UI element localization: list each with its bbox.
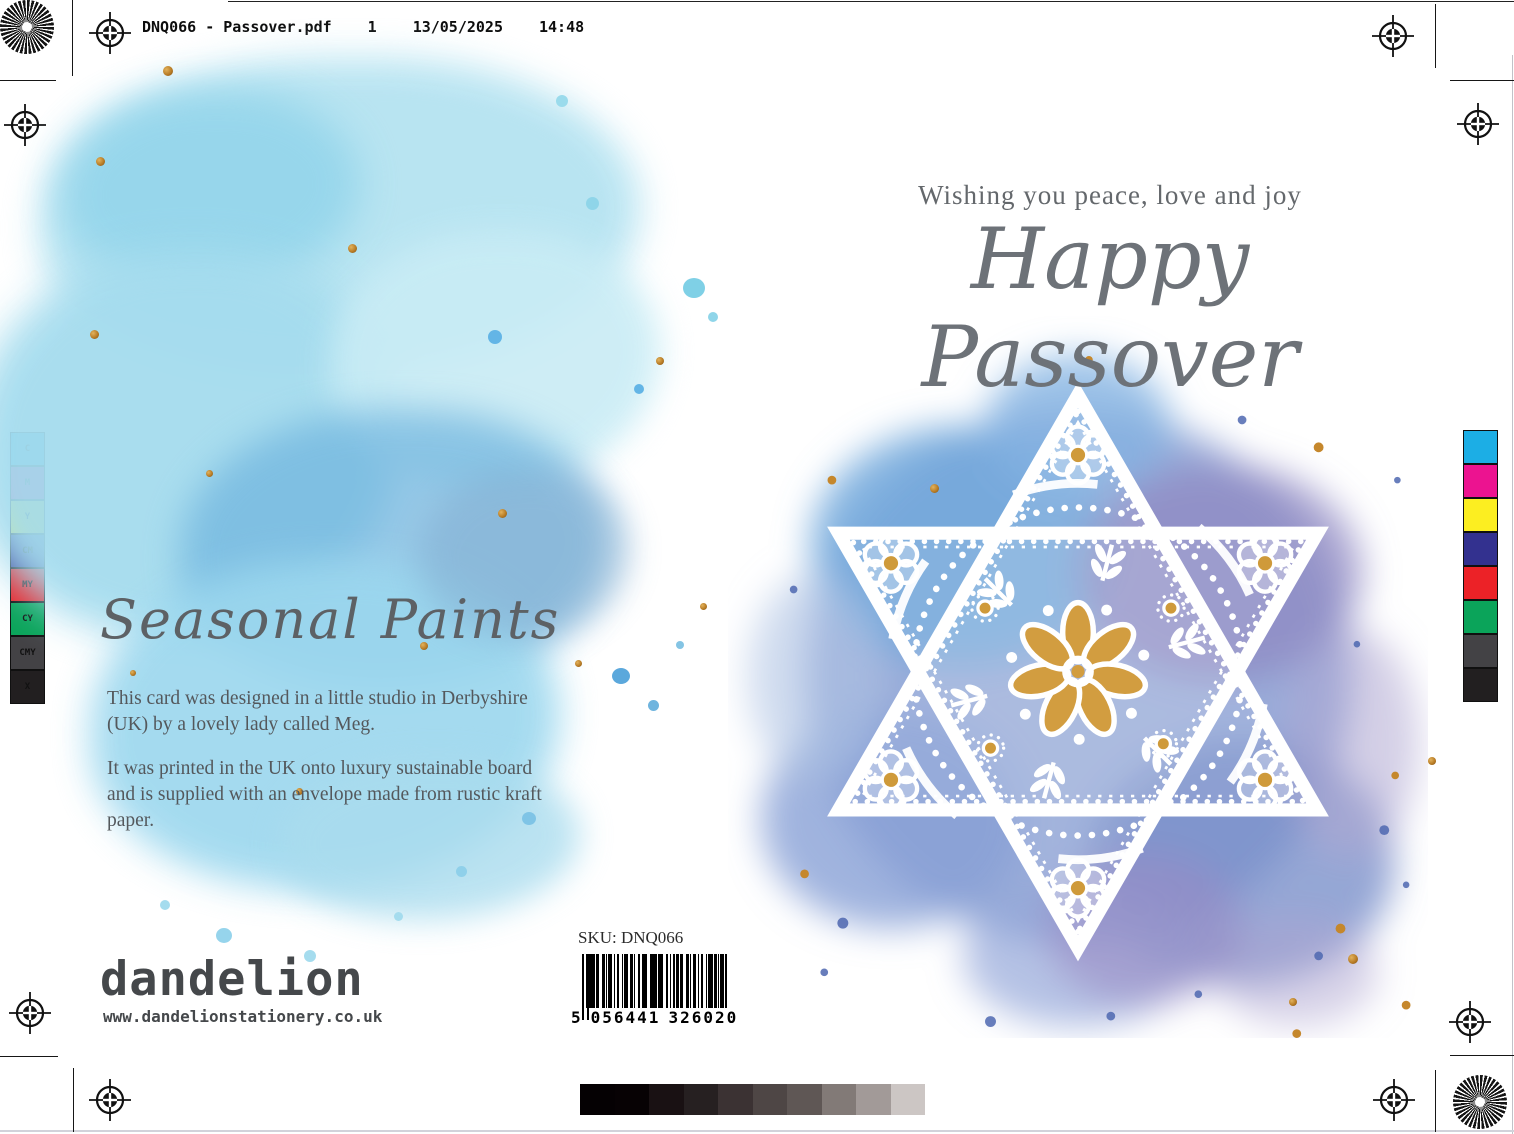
swatch-label: CMY <box>19 648 36 658</box>
gray-swatch <box>615 1084 650 1115</box>
registration-target-icon <box>1371 14 1415 58</box>
color-swatch <box>1463 600 1498 634</box>
gold-speck <box>1348 954 1358 964</box>
color-swatch <box>10 602 45 636</box>
proof-page-number: 1 <box>367 18 377 36</box>
registration-target-icon <box>1372 1078 1416 1122</box>
star-of-david-illustration <box>728 316 1428 1038</box>
proof-header <box>142 18 584 36</box>
gold-speck <box>575 660 582 667</box>
grayscale-control-strip <box>580 1084 925 1115</box>
point-flower <box>1239 535 1291 592</box>
barcode <box>571 952 739 1034</box>
gold-speck <box>1289 998 1297 1006</box>
barcode-digit-lead: 5 <box>571 1008 581 1027</box>
gray-swatch <box>787 1084 822 1115</box>
color-swatch <box>1463 532 1498 566</box>
gold-speck <box>498 509 507 518</box>
gray-swatch <box>718 1084 753 1115</box>
watercolor-droplet <box>634 384 644 394</box>
back-cover-paragraph-2: It was printed in the UK onto luxury sustainable board and is supplied with an envelope made from rustic kraft paper. <box>107 757 542 831</box>
proof-time: 14:48 <box>539 18 585 36</box>
proof-filename: DNQ066 - Passover.pdf <box>142 18 332 36</box>
barcode-bars <box>582 954 726 1008</box>
gold-speck <box>96 157 105 166</box>
registration-target-icon <box>88 1078 132 1122</box>
gray-swatch <box>822 1084 857 1115</box>
watercolor-droplet <box>612 668 630 684</box>
gray-swatch <box>891 1084 926 1115</box>
barcode-digit-group1: 056441 <box>590 1008 661 1027</box>
back-cover-heading: Seasonal Paints <box>100 588 561 651</box>
page-bottom-border <box>0 1130 1514 1132</box>
gold-speck <box>348 244 357 253</box>
gold-speck <box>130 670 136 676</box>
gray-swatch <box>753 1084 788 1115</box>
crop-mark <box>1450 1055 1514 1056</box>
page-right-border <box>1512 55 1513 1134</box>
registration-sunburst-icon <box>1453 1075 1507 1129</box>
gold-speck <box>90 330 99 339</box>
watercolor-droplet <box>456 866 467 877</box>
crop-mark <box>72 0 73 76</box>
color-swatch <box>1463 430 1498 464</box>
crop-mark <box>0 80 56 81</box>
crop-mark <box>1450 80 1514 81</box>
barcode-digit-group2: 326020 <box>668 1008 739 1027</box>
registration-target-icon <box>1448 1000 1492 1044</box>
color-swatch <box>1463 566 1498 600</box>
watercolor-droplet <box>394 912 403 921</box>
gold-speck <box>700 603 707 610</box>
registration-target-icon <box>1456 102 1500 146</box>
brand-logo: dandelion <box>100 952 364 1007</box>
gold-speck <box>163 66 173 76</box>
color-swatch <box>10 670 45 704</box>
watercolor-droplet <box>648 700 659 711</box>
gray-swatch <box>684 1084 719 1115</box>
watercolor-droplet <box>683 278 705 298</box>
sku-label: SKU: DNQ066 <box>578 928 684 947</box>
gold-speck <box>656 357 664 365</box>
registration-target-icon <box>88 11 132 55</box>
registration-target-icon <box>3 103 47 147</box>
color-swatch <box>1463 498 1498 532</box>
point-flower <box>1239 751 1291 808</box>
gold-speck <box>1428 757 1436 765</box>
gray-swatch <box>856 1084 891 1115</box>
color-swatch <box>10 636 45 670</box>
brand-website: www.dandelionstationery.co.uk <box>103 1007 383 1026</box>
proof-date: 13/05/2025 <box>412 18 503 36</box>
watercolor-droplet <box>160 900 170 910</box>
crop-mark <box>1435 4 1436 68</box>
watercolor-droplet <box>216 928 232 943</box>
barcode-block <box>571 928 739 1034</box>
crop-mark <box>1435 1070 1436 1132</box>
crop-mark <box>0 1056 58 1057</box>
watercolor-droplet <box>488 330 502 344</box>
back-cover-paragraph-1: This card was designed in a little studio in Derbyshire (UK) by a lovely lady called Meg. <box>107 687 528 735</box>
front-cover-tagline: Wishing you peace, love and joy <box>918 180 1302 210</box>
color-swatch <box>1463 634 1498 668</box>
front-cover-title: Happy Passover <box>921 210 1299 406</box>
gold-speck <box>930 484 939 493</box>
gray-swatch <box>649 1084 684 1115</box>
gray-swatch <box>580 1084 615 1115</box>
watercolor-droplet <box>708 312 718 322</box>
watercolor-droplet <box>586 197 599 210</box>
point-flower <box>865 751 917 808</box>
point-flower <box>865 535 917 592</box>
registration-target-icon <box>8 991 52 1035</box>
registration-sunburst-icon <box>0 0 54 54</box>
point-flower <box>1052 860 1104 917</box>
point-flower <box>1052 427 1104 484</box>
color-swatch <box>1463 464 1498 498</box>
swatch-label: X <box>24 682 31 692</box>
color-control-bar-right <box>1463 430 1498 702</box>
crop-mark <box>73 1068 74 1132</box>
color-swatch <box>1463 668 1498 702</box>
watercolor-droplet <box>676 641 684 649</box>
gold-speck <box>206 470 213 477</box>
swatch-label: CY <box>22 614 33 624</box>
page-top-border <box>228 1 1514 2</box>
watercolor-droplet <box>556 95 568 107</box>
barcode-digits <box>571 1008 739 1028</box>
